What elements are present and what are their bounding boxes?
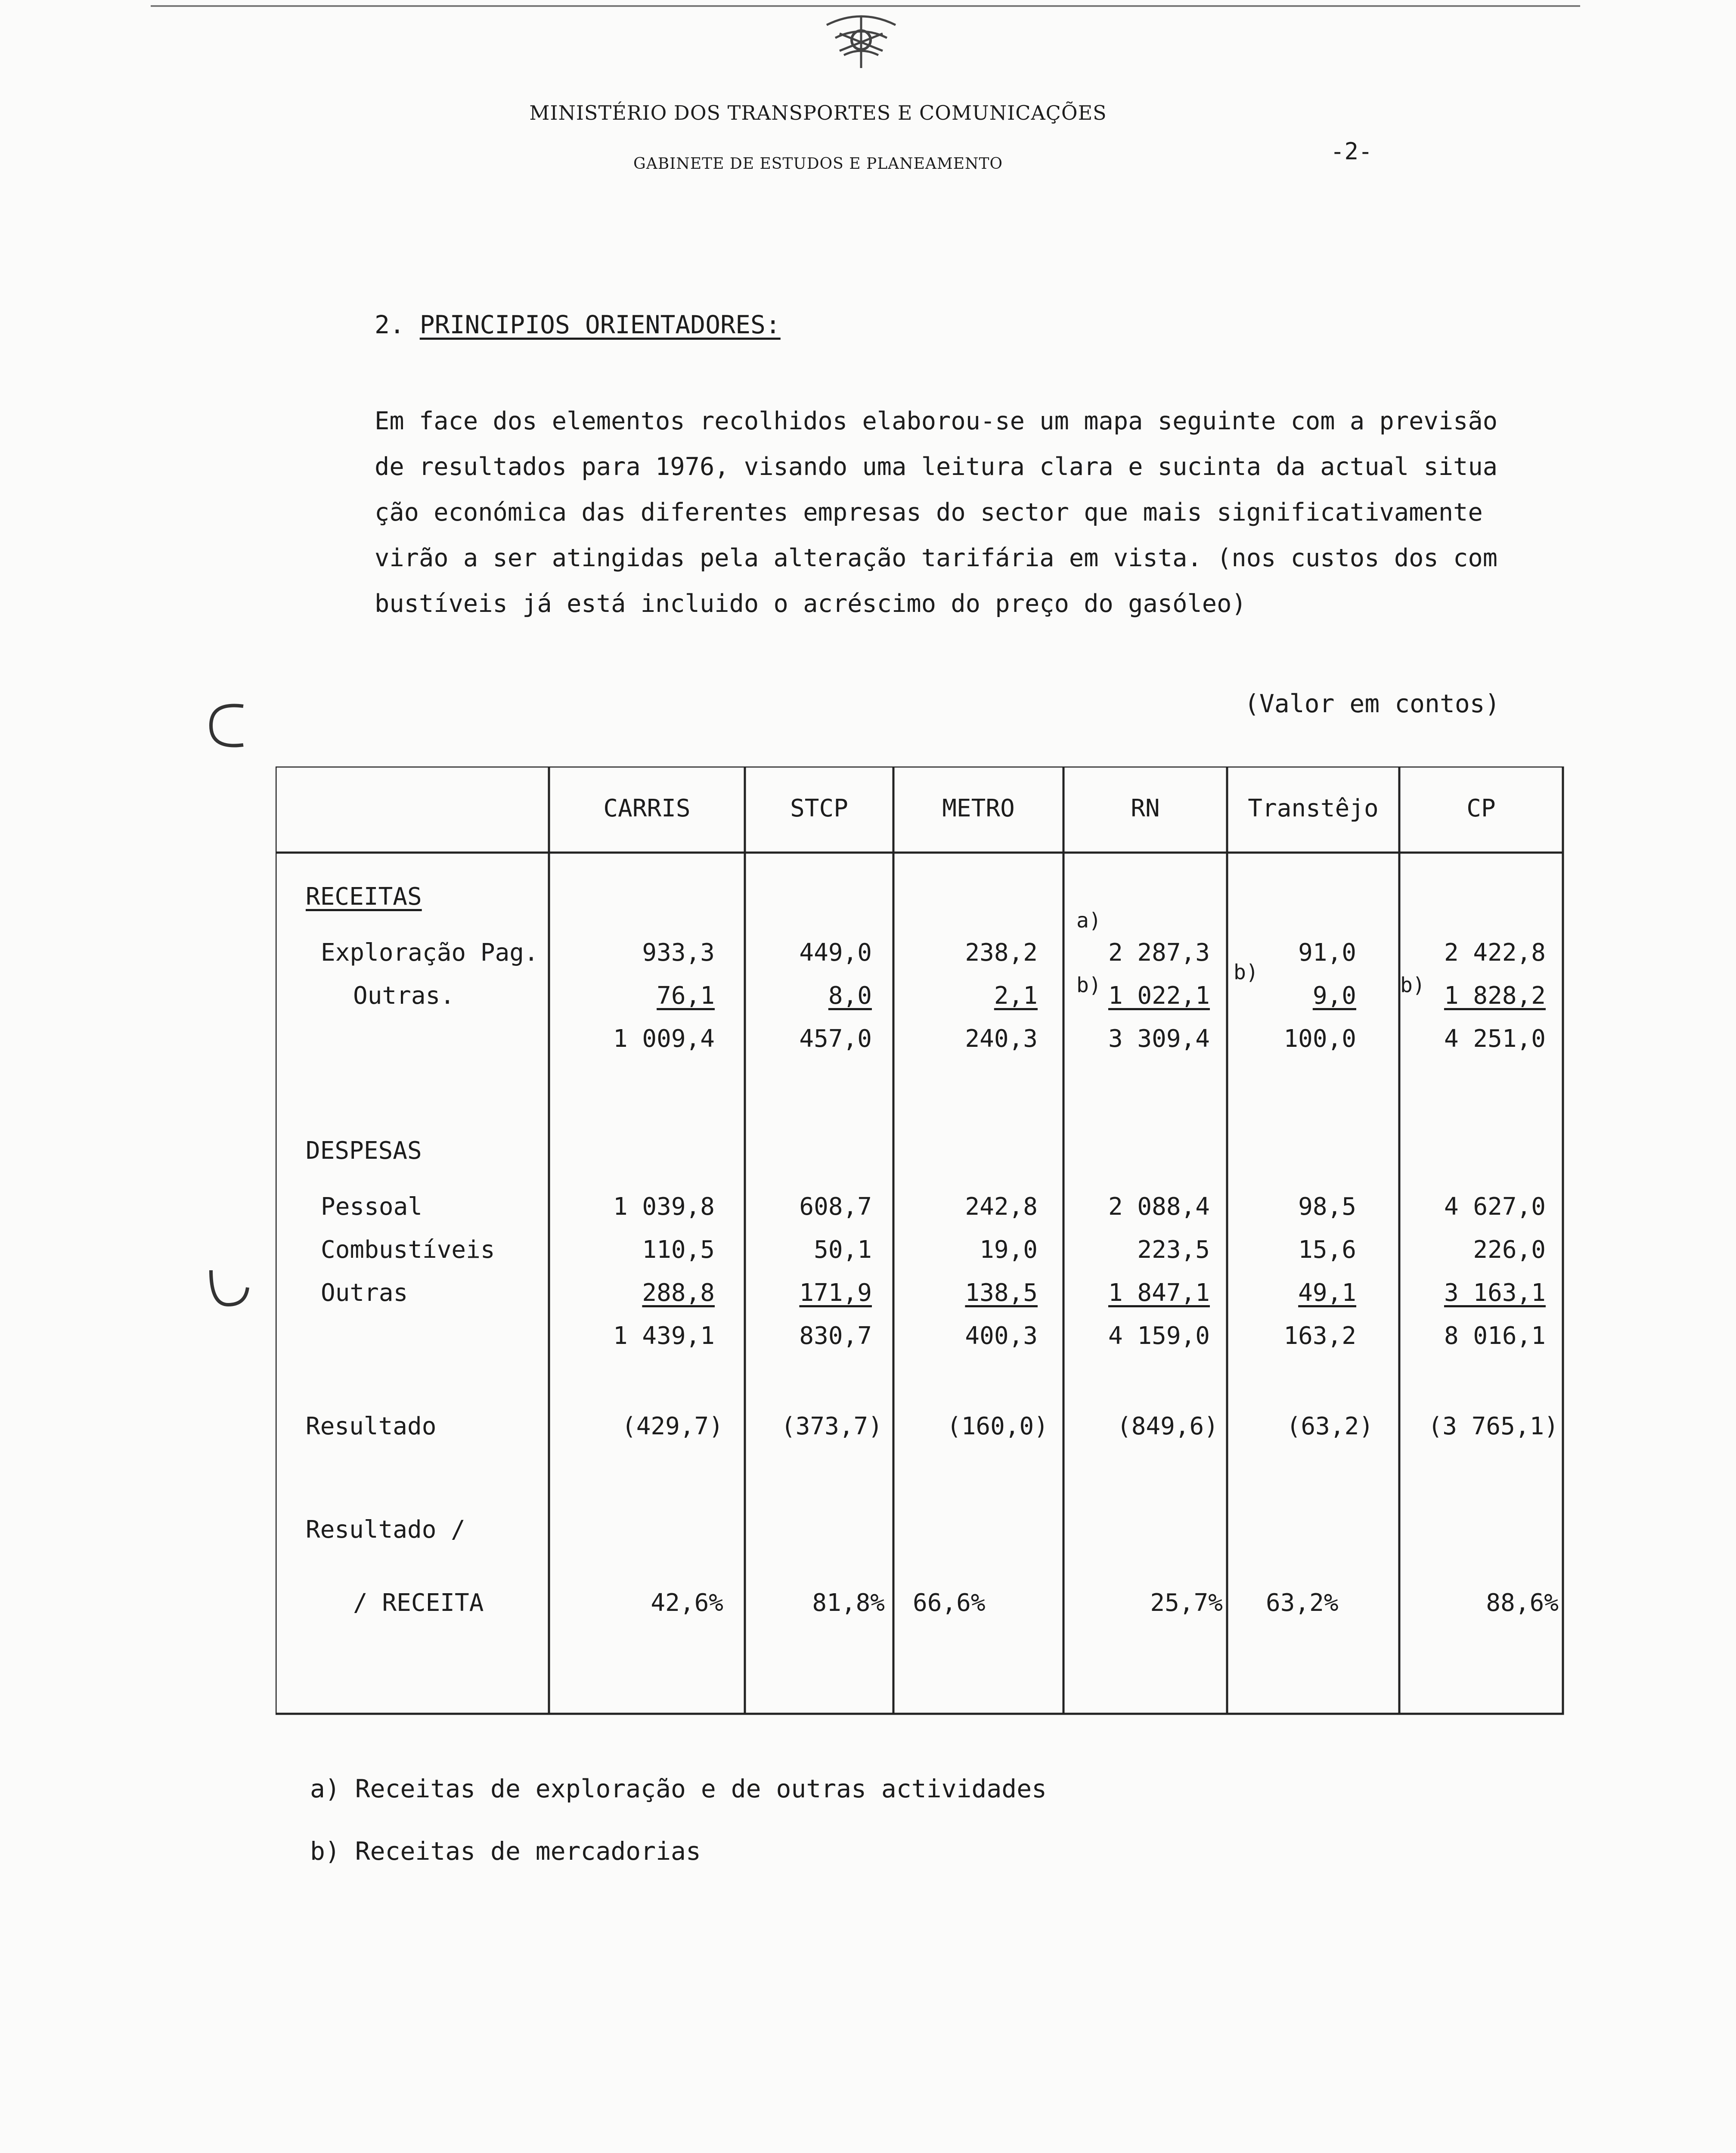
cell-value: 110,5 (642, 1236, 715, 1264)
paragraph-line: ção económica das diferentes empresas do sector que mais significativamente (375, 498, 1483, 527)
cell-total: 4 159,0 (1108, 1322, 1210, 1350)
cell-value: 2,1 (994, 982, 1038, 1010)
cell-result: (3 765,1) (1428, 1412, 1559, 1440)
results-table (276, 766, 1567, 1718)
unit-note: (Valor em contos) (1244, 689, 1500, 718)
cell-value: 238,2 (965, 939, 1038, 967)
cell-value: 1 828,2 (1444, 982, 1546, 1010)
cell-total: 457,0 (799, 1025, 872, 1053)
cell-result: (63,2) (1286, 1412, 1373, 1440)
paragraph-line: de resultados para 1976, visando uma leitura clara e sucinta da actual situa (375, 453, 1498, 481)
cell-result: (373,7) (781, 1412, 883, 1440)
cell-value: 76,1 (657, 982, 715, 1010)
cell-ratio: 66,6% (913, 1589, 986, 1617)
cell-value: 15,6 (1298, 1236, 1356, 1264)
cell-ratio: 42,6% (651, 1589, 723, 1617)
section-heading (375, 310, 781, 339)
cell-total: 163,2 (1283, 1322, 1356, 1350)
page-number: -2- (1330, 138, 1373, 165)
cell-result: (160,0) (946, 1412, 1048, 1440)
cell-value: 19,0 (980, 1236, 1038, 1264)
section-title: PRINCIPIOS ORIENTADORES: (419, 310, 781, 339)
cell-value: 223,5 (1137, 1236, 1210, 1264)
binder-hole-mark-icon (202, 698, 254, 754)
cell-result: (429,7) (621, 1412, 723, 1440)
cell-value: 933,3 (642, 939, 715, 967)
note-marker-b: b) (1076, 973, 1101, 997)
binder-hole-mark-icon (202, 1262, 254, 1313)
cell-value: 2 287,3 (1108, 939, 1210, 967)
cell-value: 4 627,0 (1444, 1193, 1546, 1221)
col-header-rn: RN (1131, 794, 1160, 822)
intro-paragraph (375, 398, 1528, 627)
pessoal-label: Pessoal (321, 1193, 423, 1221)
col-header-carris: CARRIS (603, 794, 691, 822)
cell-value: 8,0 (828, 982, 872, 1010)
outras-receitas-label: Outras. (353, 982, 455, 1010)
cell-value: 288,8 (642, 1279, 715, 1307)
cell-ratio: 81,8% (812, 1589, 885, 1617)
cell-total: 1 009,4 (613, 1025, 715, 1053)
section-number: 2. (375, 310, 405, 339)
cell-value: 226,0 (1473, 1236, 1546, 1264)
cell-total: 4 251,0 (1444, 1025, 1546, 1053)
cell-value: 608,7 (799, 1193, 872, 1221)
coat-of-arms-icon (809, 8, 913, 72)
cell-total: 400,3 (965, 1322, 1038, 1350)
cell-value: 91,0 (1298, 939, 1356, 967)
cell-value: 1 847,1 (1108, 1279, 1210, 1307)
cell-value: 9,0 (1312, 982, 1356, 1010)
receitas-label: RECEITAS (306, 883, 422, 911)
cell-total: 100,0 (1283, 1025, 1356, 1053)
cell-value: 2 422,8 (1444, 939, 1546, 967)
paragraph-line: Em face dos elementos recolhidos elaborou-se um mapa seguinte com a previsão (375, 407, 1498, 435)
combustiveis-label: Combustíveis (321, 1236, 495, 1264)
outras-despesas-label: Outras (321, 1279, 408, 1307)
cell-value: 2 088,4 (1108, 1193, 1210, 1221)
cell-total: 3 309,4 (1108, 1025, 1210, 1053)
cell-value: 1 022,1 (1108, 982, 1210, 1010)
note-marker-a: a) (1076, 909, 1101, 933)
paragraph-line: bustíveis já está incluido o acréscimo do preço do gasóleo) (375, 589, 1246, 618)
col-header-stcp: STCP (790, 794, 848, 822)
exploracao-label: Exploração Pag. (321, 939, 539, 967)
office-subtitle: GABINETE DE ESTUDOS E PLANEAMENTO (633, 155, 1003, 173)
ratio-label-line2: / RECEITA (353, 1589, 484, 1617)
cell-value: 50,1 (814, 1236, 872, 1264)
paragraph-line: virão a ser atingidas pela alteração tarifária em vista. (nos custos dos com (375, 544, 1498, 572)
cell-value: 98,5 (1298, 1193, 1356, 1221)
note-marker-b: b) (1400, 973, 1425, 997)
cell-total: 240,3 (965, 1025, 1038, 1053)
cell-value: 449,0 (799, 939, 872, 967)
cell-value: 49,1 (1298, 1279, 1356, 1307)
cell-ratio: 25,7% (1150, 1589, 1223, 1617)
cell-total: 8 016,1 (1444, 1322, 1546, 1350)
cell-value: 171,9 (799, 1279, 872, 1307)
cell-value: 3 163,1 (1444, 1279, 1546, 1307)
despesas-label: DESPESAS (306, 1137, 422, 1165)
resultado-label: Resultado (306, 1412, 437, 1440)
footnote-a: a) Receitas de exploração e de outras actividades (310, 1774, 1047, 1803)
ratio-label-line1: Resultado / (306, 1516, 465, 1544)
cell-result: (849,6) (1116, 1412, 1218, 1440)
cell-value: 242,8 (965, 1193, 1038, 1221)
note-marker-b: b) (1234, 960, 1259, 984)
ministry-title: MINISTÉRIO DOS TRANSPORTES E COMUNICAÇÕES (529, 101, 1107, 124)
cell-value: 1 039,8 (613, 1193, 715, 1221)
top-rule (151, 5, 1580, 7)
footnote-b: b) Receitas de mercadorias (310, 1837, 701, 1866)
cell-total: 830,7 (799, 1322, 872, 1350)
cell-ratio: 88,6% (1486, 1589, 1559, 1617)
cell-value: 138,5 (965, 1279, 1038, 1307)
col-header-transtejo: Transtêjo (1248, 794, 1379, 822)
cell-total: 1 439,1 (613, 1322, 715, 1350)
cell-ratio: 63,2% (1266, 1589, 1339, 1617)
col-header-cp: CP (1466, 794, 1496, 822)
col-header-metro: METRO (942, 794, 1015, 822)
